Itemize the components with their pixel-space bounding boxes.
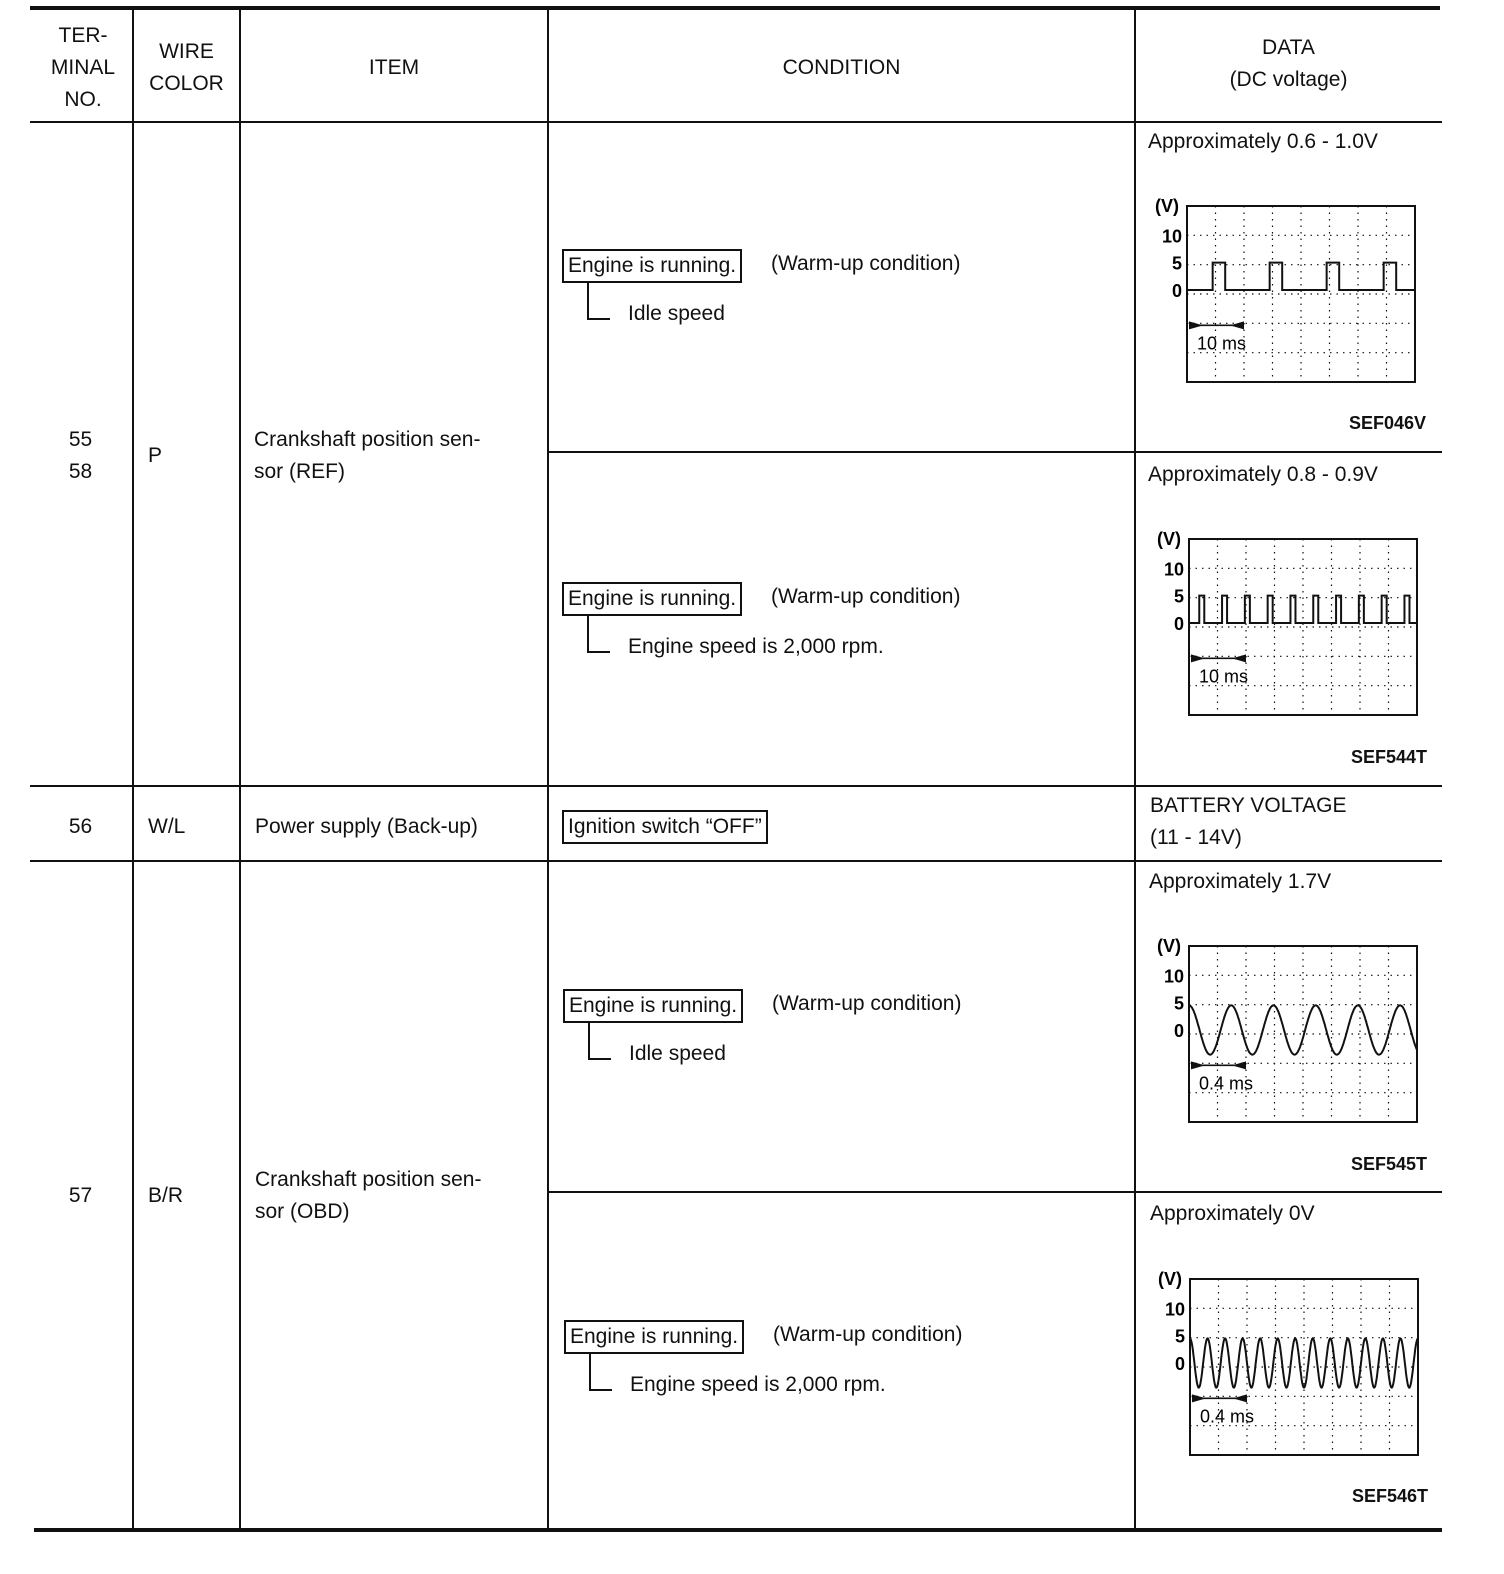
condition-boxed-label: Ignition switch “OFF” (562, 810, 768, 844)
scope-waveform (1189, 596, 1417, 623)
figure-code: SEF544T (1351, 747, 1428, 767)
scope-time-label: 10 ms (1197, 333, 1247, 354)
figure-code: SEF546T (1352, 1486, 1429, 1506)
scope-time-arrow (1230, 321, 1244, 329)
scope-y-tick: 0 (1173, 614, 1184, 634)
scope-y-tick: 5 (1174, 1326, 1185, 1347)
scope-y-tick: 10 (1163, 559, 1184, 580)
scope-y-tick: 10 (1163, 966, 1184, 987)
condition-extra: (Warm-up condition) (771, 252, 961, 275)
condition-sub: Engine speed is 2,000 rpm. (628, 635, 884, 658)
figure-code: SEF046V (1349, 413, 1427, 433)
scope-y-tick: 5 (1173, 586, 1184, 607)
header-wire-color: WIRE COLOR (149, 40, 224, 95)
scope-y-tick: 0 (1171, 281, 1182, 301)
header-data: DATA (DC voltage) (1229, 36, 1348, 91)
scope-time-arrow (1189, 321, 1203, 329)
scope-time-label: 0.4 ms (1200, 1406, 1255, 1427)
oscilloscope-figure (1153, 192, 1423, 392)
terminal-no-cell: 57 (68, 1184, 93, 1207)
terminal-no-cell: 55 58 (68, 428, 93, 483)
scope-y-unit: (V) (1157, 936, 1181, 956)
wire-color-cell: P (148, 444, 163, 467)
oscilloscope-figure (1155, 525, 1425, 725)
scope-y-unit: (V) (1155, 196, 1179, 216)
scope-time-arrow (1232, 1061, 1246, 1069)
scope-time-label: 0.4 ms (1199, 1073, 1254, 1094)
condition-extra: (Warm-up condition) (771, 585, 961, 608)
condition-boxed-label: Engine is running. (562, 582, 742, 616)
item-cell: Crankshaft position sen- sor (OBD) (255, 1168, 482, 1223)
scope-y-tick: 0 (1174, 1354, 1185, 1374)
scope-y-tick: 0 (1173, 1021, 1184, 1041)
scope-waveform (1189, 1005, 1417, 1054)
header-item: ITEM (368, 56, 420, 79)
condition-sub: Idle speed (629, 1042, 726, 1065)
scope-time-arrow (1191, 1061, 1205, 1069)
wire-color-cell: B/R (148, 1184, 184, 1207)
scope-time-arrow (1191, 654, 1205, 662)
scope-time-arrow (1233, 1394, 1247, 1402)
data-value: Approximately 0.8 - 0.9V (1148, 463, 1378, 486)
scope-y-tick: 10 (1164, 1299, 1185, 1320)
condition-extra: (Warm-up condition) (773, 1323, 963, 1346)
scope-waveform (1190, 1338, 1418, 1387)
header-terminal-no: TER- MINAL NO. (50, 24, 116, 111)
item-cell: Crankshaft position sen- sor (REF) (254, 428, 481, 483)
oscilloscope-figure (1155, 932, 1425, 1132)
oscilloscope-figure (1156, 1265, 1426, 1465)
condition-extra: (Warm-up condition) (772, 992, 962, 1015)
scope-time-label: 10 ms (1199, 666, 1249, 687)
terminal-no-cell: 56 (68, 815, 93, 838)
condition-boxed-label: Engine is running. (562, 249, 742, 283)
item-cell: Power supply (Back-up) (255, 815, 478, 838)
scope-y-tick: 5 (1171, 253, 1182, 274)
figure-code: SEF545T (1351, 1154, 1428, 1174)
scope-time-arrow (1232, 654, 1246, 662)
scope-y-unit: (V) (1158, 1269, 1182, 1289)
scope-y-tick: 5 (1173, 993, 1184, 1014)
condition-sub: Engine speed is 2,000 rpm. (630, 1373, 886, 1396)
data-value: Approximately 0V (1150, 1202, 1315, 1225)
scope-time-arrow (1192, 1394, 1206, 1402)
wire-color-cell: W/L (148, 815, 186, 838)
data-value: BATTERY VOLTAGE (11 - 14V) (1150, 794, 1347, 849)
condition-sub: Idle speed (628, 302, 725, 325)
header-condition: CONDITION (782, 56, 901, 79)
scope-y-unit: (V) (1157, 529, 1181, 549)
data-value: Approximately 1.7V (1149, 870, 1332, 893)
scope-waveform (1187, 263, 1415, 290)
scope-y-tick: 10 (1161, 226, 1182, 247)
condition-boxed-label: Engine is running. (563, 989, 743, 1023)
data-value: Approximately 0.6 - 1.0V (1148, 130, 1378, 153)
condition-boxed-label: Engine is running. (564, 1320, 744, 1354)
